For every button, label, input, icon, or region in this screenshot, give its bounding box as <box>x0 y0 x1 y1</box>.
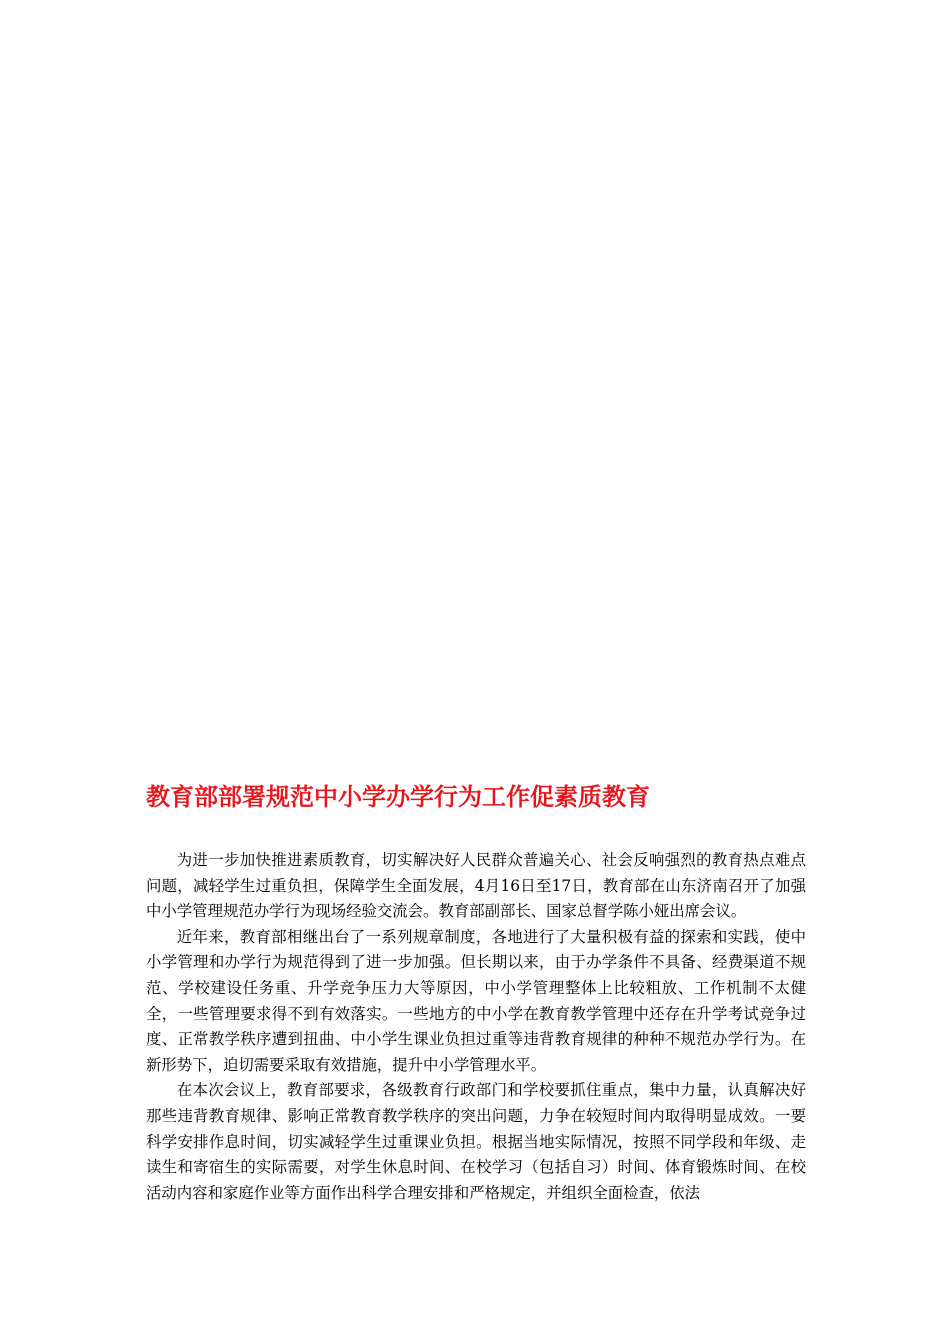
paragraph: 在本次会议上，教育部要求，各级教育行政部门和学校要抓住重点，集中力量，认真解决好那些违背教育规律、影响正常教育教学秩序的突出问题，力争在较短时间内取得明显成效。一要科学安排作息时间，切实减轻学生过重课业负担。根据当地实际情况，按照不同学段和年级、走读生和寄宿生的实际需要，对学生休息时间、在校学习（包括自习）时间、体育锻炼时间、在校活动内容和家庭作业等方面作出科学合理安排和严格规定，并组织全面检查，依法 <box>146 1081 806 1202</box>
document-body <box>146 848 806 1206</box>
paragraph: 为进一步加快推进素质教育，切实解决好人民群众普遍关心、社会反响强烈的教育热点难点问题，减轻学生过重负担，保障学生全面发展，4月16日至17日，教育部在山东济南召开了加强中小学管理规范办学行为现场经验交流会。教育部副部长、国家总督学陈小娅出席会议。 <box>146 851 806 921</box>
document-title: 教育部部署规范中小学办学行为工作促素质教育 <box>146 782 650 811</box>
paragraph: 近年来，教育部相继出台了一系列规章制度，各地进行了大量积极有益的探索和实践，使中小学管理和办学行为规范得到了进一步加强。但长期以来，由于办学条件不具备、经费渠道不规范、学校建设任务重、升学竞争压力大等原因，中小学管理整体上比较粗放、工作机制不太健全，一些管理要求得不到有效落实。一些地方的中小学在教育教学管理中还存在升学考试竞争过度、正常教学秩序遭到扭曲、中小学生课业负担过重等违背教育规律的种种不规范办学行为。在新形势下，迫切需要采取有效措施，提升中小学管理水平。 <box>146 927 806 1074</box>
